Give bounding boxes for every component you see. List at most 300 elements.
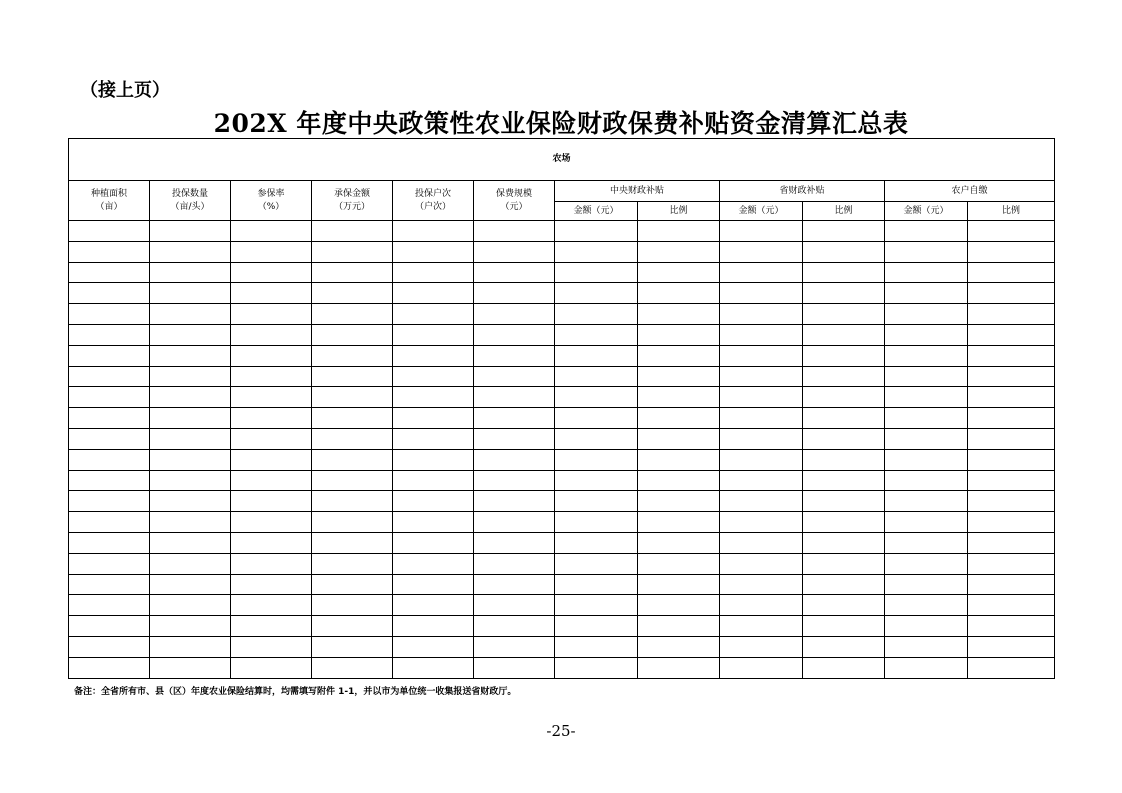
table-cell[interactable] bbox=[393, 428, 474, 449]
table-cell[interactable] bbox=[231, 428, 312, 449]
table-cell[interactable] bbox=[555, 262, 638, 283]
table-cell[interactable] bbox=[803, 532, 885, 553]
table-cell[interactable] bbox=[803, 221, 885, 242]
table-cell[interactable] bbox=[69, 387, 150, 408]
table-cell[interactable] bbox=[393, 616, 474, 637]
table-row bbox=[69, 470, 1055, 491]
table-cell[interactable] bbox=[69, 345, 150, 366]
table-row bbox=[69, 574, 1055, 595]
table-cell[interactable] bbox=[885, 595, 968, 616]
table-cell[interactable] bbox=[231, 345, 312, 366]
table-cell[interactable] bbox=[150, 553, 231, 574]
table-cell[interactable] bbox=[720, 324, 803, 345]
table-cell[interactable] bbox=[150, 595, 231, 616]
table-cell[interactable] bbox=[69, 428, 150, 449]
table-cell[interactable] bbox=[638, 283, 720, 304]
table-cell[interactable] bbox=[393, 574, 474, 595]
table-cell[interactable] bbox=[803, 595, 885, 616]
table-cell[interactable] bbox=[555, 283, 638, 304]
table-cell[interactable] bbox=[638, 428, 720, 449]
table-cell[interactable] bbox=[474, 283, 555, 304]
farm-label: 农场 bbox=[69, 139, 1055, 181]
table-cell[interactable] bbox=[885, 283, 968, 304]
table-cell[interactable] bbox=[150, 491, 231, 512]
table-cell[interactable] bbox=[150, 470, 231, 491]
table-cell[interactable] bbox=[312, 387, 393, 408]
table-cell[interactable] bbox=[150, 221, 231, 242]
table-cell[interactable] bbox=[885, 408, 968, 429]
table-row bbox=[69, 428, 1055, 449]
table-cell[interactable] bbox=[312, 616, 393, 637]
table-cell[interactable] bbox=[968, 324, 1055, 345]
table-cell[interactable] bbox=[69, 491, 150, 512]
table-cell[interactable] bbox=[803, 408, 885, 429]
table-cell[interactable] bbox=[720, 262, 803, 283]
table-cell[interactable] bbox=[393, 532, 474, 553]
table-cell[interactable] bbox=[638, 304, 720, 325]
table-cell[interactable] bbox=[393, 553, 474, 574]
table-cell[interactable] bbox=[393, 408, 474, 429]
table-cell[interactable] bbox=[312, 657, 393, 678]
table-cell[interactable] bbox=[968, 304, 1055, 325]
table-cell[interactable] bbox=[474, 324, 555, 345]
table-row bbox=[69, 595, 1055, 616]
table-cell[interactable] bbox=[69, 221, 150, 242]
table-cell[interactable] bbox=[393, 387, 474, 408]
table-cell[interactable] bbox=[474, 595, 555, 616]
table-cell[interactable] bbox=[968, 221, 1055, 242]
table-cell[interactable] bbox=[231, 241, 312, 262]
table-cell[interactable] bbox=[968, 636, 1055, 657]
table-cell[interactable] bbox=[638, 636, 720, 657]
table-cell[interactable] bbox=[720, 304, 803, 325]
table-cell[interactable] bbox=[885, 512, 968, 533]
table-cell[interactable] bbox=[312, 345, 393, 366]
table-cell[interactable] bbox=[393, 324, 474, 345]
table-cell[interactable] bbox=[312, 366, 393, 387]
header-central-ratio: 比例 bbox=[638, 202, 720, 221]
table-cell[interactable] bbox=[231, 657, 312, 678]
table-cell[interactable] bbox=[885, 449, 968, 470]
table-cell[interactable] bbox=[720, 408, 803, 429]
table-cell[interactable] bbox=[231, 324, 312, 345]
table-cell[interactable] bbox=[312, 241, 393, 262]
table-cell[interactable] bbox=[312, 283, 393, 304]
header-farmer-ratio: 比例 bbox=[968, 202, 1055, 221]
table-cell[interactable] bbox=[720, 657, 803, 678]
table-cell[interactable] bbox=[555, 366, 638, 387]
table-cell[interactable] bbox=[555, 636, 638, 657]
table-cell[interactable] bbox=[803, 262, 885, 283]
table-cell[interactable] bbox=[638, 324, 720, 345]
table-cell[interactable] bbox=[968, 408, 1055, 429]
table-cell[interactable] bbox=[69, 366, 150, 387]
table-cell[interactable] bbox=[150, 283, 231, 304]
table-cell[interactable] bbox=[638, 512, 720, 533]
table-cell[interactable] bbox=[150, 262, 231, 283]
table-cell[interactable] bbox=[968, 491, 1055, 512]
table-cell[interactable] bbox=[885, 574, 968, 595]
table-cell[interactable] bbox=[312, 408, 393, 429]
table-cell[interactable] bbox=[150, 428, 231, 449]
table-cell[interactable] bbox=[312, 262, 393, 283]
table-cell[interactable] bbox=[393, 366, 474, 387]
table-cell[interactable] bbox=[312, 636, 393, 657]
table-cell[interactable] bbox=[968, 387, 1055, 408]
table-cell[interactable] bbox=[231, 491, 312, 512]
header-premium-scale: 保费规模 （元） bbox=[474, 181, 555, 221]
table-cell[interactable] bbox=[69, 408, 150, 429]
table-cell[interactable] bbox=[312, 221, 393, 242]
page-title: 202X 年度中央政策性农业保险财政保费补贴资金清算汇总表 bbox=[213, 109, 909, 138]
table-cell[interactable] bbox=[885, 657, 968, 678]
table-cell[interactable] bbox=[803, 574, 885, 595]
table-cell[interactable] bbox=[803, 657, 885, 678]
table-row bbox=[69, 616, 1055, 637]
table-cell[interactable] bbox=[968, 532, 1055, 553]
table-cell[interactable] bbox=[555, 324, 638, 345]
table-cell[interactable] bbox=[885, 241, 968, 262]
table-cell[interactable] bbox=[720, 595, 803, 616]
table-row bbox=[69, 387, 1055, 408]
table-cell[interactable] bbox=[312, 553, 393, 574]
table-cell[interactable] bbox=[885, 616, 968, 637]
table-cell[interactable] bbox=[555, 491, 638, 512]
summary-table bbox=[68, 138, 1055, 679]
table-cell[interactable] bbox=[803, 616, 885, 637]
table-cell[interactable] bbox=[885, 221, 968, 242]
table-cell[interactable] bbox=[474, 304, 555, 325]
table-cell[interactable] bbox=[312, 304, 393, 325]
table-cell[interactable] bbox=[231, 449, 312, 470]
table-cell[interactable] bbox=[885, 345, 968, 366]
table-row bbox=[69, 324, 1055, 345]
table-cell[interactable] bbox=[803, 512, 885, 533]
table-cell[interactable] bbox=[638, 366, 720, 387]
table-cell[interactable] bbox=[638, 345, 720, 366]
table-cell[interactable] bbox=[393, 491, 474, 512]
table-cell[interactable] bbox=[312, 574, 393, 595]
table-cell[interactable] bbox=[803, 553, 885, 574]
table-cell[interactable] bbox=[474, 512, 555, 533]
table-cell[interactable] bbox=[231, 512, 312, 533]
table-cell[interactable] bbox=[150, 449, 231, 470]
table-cell[interactable] bbox=[720, 241, 803, 262]
table-cell[interactable] bbox=[968, 512, 1055, 533]
table-cell[interactable] bbox=[968, 574, 1055, 595]
table-cell[interactable] bbox=[474, 491, 555, 512]
table-row bbox=[69, 366, 1055, 387]
table-cell[interactable] bbox=[720, 491, 803, 512]
table-cell[interactable] bbox=[150, 532, 231, 553]
table-cell[interactable] bbox=[803, 241, 885, 262]
table-cell[interactable] bbox=[885, 304, 968, 325]
table-cell[interactable] bbox=[393, 241, 474, 262]
table-cell[interactable] bbox=[885, 366, 968, 387]
table-cell[interactable] bbox=[555, 428, 638, 449]
header-farmer-self-pay: 农户自缴 bbox=[885, 181, 1055, 202]
table-cell[interactable] bbox=[638, 491, 720, 512]
header-insured-households: 投保户次 （户次） bbox=[393, 181, 474, 221]
table-cell[interactable] bbox=[803, 324, 885, 345]
table-cell[interactable] bbox=[803, 636, 885, 657]
table-cell[interactable] bbox=[69, 636, 150, 657]
table-cell[interactable] bbox=[69, 449, 150, 470]
table-cell[interactable] bbox=[968, 657, 1055, 678]
table-cell[interactable] bbox=[555, 595, 638, 616]
table-cell[interactable] bbox=[720, 221, 803, 242]
table-cell[interactable] bbox=[803, 283, 885, 304]
table-row bbox=[69, 241, 1055, 262]
table-cell[interactable] bbox=[474, 636, 555, 657]
table-cell[interactable] bbox=[150, 636, 231, 657]
table-cell[interactable] bbox=[474, 532, 555, 553]
table-cell[interactable] bbox=[69, 553, 150, 574]
table-cell[interactable] bbox=[393, 221, 474, 242]
table-row bbox=[69, 262, 1055, 283]
table-row bbox=[69, 221, 1055, 242]
table-cell[interactable] bbox=[393, 262, 474, 283]
table-cell[interactable] bbox=[312, 324, 393, 345]
table-cell[interactable] bbox=[474, 345, 555, 366]
table-cell[interactable] bbox=[474, 366, 555, 387]
table-cell[interactable] bbox=[803, 304, 885, 325]
table-cell[interactable] bbox=[393, 657, 474, 678]
table-cell[interactable] bbox=[803, 345, 885, 366]
farm-header-row bbox=[69, 139, 1055, 181]
table-cell[interactable] bbox=[555, 532, 638, 553]
table-cell[interactable] bbox=[803, 491, 885, 512]
table-cell[interactable] bbox=[555, 553, 638, 574]
table-cell[interactable] bbox=[803, 449, 885, 470]
table-cell[interactable] bbox=[231, 408, 312, 429]
table-cell[interactable] bbox=[69, 304, 150, 325]
table-cell[interactable] bbox=[312, 470, 393, 491]
table-cell[interactable] bbox=[720, 616, 803, 637]
table-cell[interactable] bbox=[885, 470, 968, 491]
table-cell[interactable] bbox=[69, 283, 150, 304]
table-cell[interactable] bbox=[555, 241, 638, 262]
table-cell[interactable] bbox=[555, 304, 638, 325]
table-cell[interactable] bbox=[312, 449, 393, 470]
table-cell[interactable] bbox=[968, 345, 1055, 366]
table-cell[interactable] bbox=[555, 512, 638, 533]
table-body bbox=[69, 221, 1055, 679]
table-cell[interactable] bbox=[474, 241, 555, 262]
table-cell[interactable] bbox=[720, 387, 803, 408]
table-row bbox=[69, 491, 1055, 512]
table-cell[interactable] bbox=[231, 553, 312, 574]
table-cell[interactable] bbox=[150, 241, 231, 262]
table-cell[interactable] bbox=[393, 283, 474, 304]
table-cell[interactable] bbox=[885, 636, 968, 657]
table-cell[interactable] bbox=[803, 470, 885, 491]
table-cell[interactable] bbox=[150, 616, 231, 637]
table-cell[interactable] bbox=[150, 512, 231, 533]
table-cell[interactable] bbox=[393, 449, 474, 470]
table-cell[interactable] bbox=[231, 283, 312, 304]
table-cell[interactable] bbox=[69, 574, 150, 595]
table-cell[interactable] bbox=[638, 241, 720, 262]
table-cell[interactable] bbox=[393, 304, 474, 325]
table-cell[interactable] bbox=[69, 241, 150, 262]
table-cell[interactable] bbox=[231, 532, 312, 553]
table-cell[interactable] bbox=[968, 262, 1055, 283]
table-row bbox=[69, 512, 1055, 533]
table-cell[interactable] bbox=[69, 595, 150, 616]
header-central-subsidy: 中央财政补贴 bbox=[555, 181, 720, 202]
table-cell[interactable] bbox=[885, 532, 968, 553]
table-cell[interactable] bbox=[393, 345, 474, 366]
table-cell[interactable] bbox=[638, 574, 720, 595]
table-cell[interactable] bbox=[150, 345, 231, 366]
table-cell[interactable] bbox=[474, 221, 555, 242]
table-cell[interactable] bbox=[638, 449, 720, 470]
table-cell[interactable] bbox=[555, 387, 638, 408]
table-cell[interactable] bbox=[393, 595, 474, 616]
table-cell[interactable] bbox=[968, 616, 1055, 637]
table-cell[interactable] bbox=[231, 595, 312, 616]
table-cell[interactable] bbox=[885, 262, 968, 283]
table-cell[interactable] bbox=[474, 449, 555, 470]
table-cell[interactable] bbox=[231, 616, 312, 637]
footnote: 备注：全省所有市、县（区）年度农业保险结算时，均需填写附件 1-1，并以市为单位统一收集报送省财政厅。 bbox=[74, 687, 517, 697]
column-header-row bbox=[69, 181, 1055, 202]
table-cell[interactable] bbox=[231, 387, 312, 408]
table-cell[interactable] bbox=[231, 366, 312, 387]
table-cell[interactable] bbox=[474, 387, 555, 408]
table-cell[interactable] bbox=[885, 324, 968, 345]
table-cell[interactable] bbox=[150, 657, 231, 678]
table-cell[interactable] bbox=[474, 574, 555, 595]
table-cell[interactable] bbox=[968, 241, 1055, 262]
table-cell[interactable] bbox=[69, 512, 150, 533]
table-cell[interactable] bbox=[69, 616, 150, 637]
table-cell[interactable] bbox=[150, 366, 231, 387]
table-cell[interactable] bbox=[231, 636, 312, 657]
table-cell[interactable] bbox=[720, 574, 803, 595]
table-cell[interactable] bbox=[474, 657, 555, 678]
table-cell[interactable] bbox=[720, 470, 803, 491]
header-farmer-amount: 金额（元） bbox=[885, 202, 968, 221]
table-cell[interactable] bbox=[555, 616, 638, 637]
table-cell[interactable] bbox=[474, 616, 555, 637]
table-cell[interactable] bbox=[312, 491, 393, 512]
table-cell[interactable] bbox=[312, 532, 393, 553]
table-cell[interactable] bbox=[150, 304, 231, 325]
table-cell[interactable] bbox=[231, 304, 312, 325]
table-cell[interactable] bbox=[720, 283, 803, 304]
table-cell[interactable] bbox=[231, 470, 312, 491]
table-cell[interactable] bbox=[968, 428, 1055, 449]
table-cell[interactable] bbox=[312, 595, 393, 616]
table-cell[interactable] bbox=[638, 470, 720, 491]
table-cell[interactable] bbox=[393, 512, 474, 533]
table-cell[interactable] bbox=[555, 574, 638, 595]
table-cell[interactable] bbox=[720, 636, 803, 657]
table-cell[interactable] bbox=[150, 324, 231, 345]
table-cell[interactable] bbox=[231, 574, 312, 595]
table-cell[interactable] bbox=[968, 470, 1055, 491]
table-cell[interactable] bbox=[69, 324, 150, 345]
table-cell[interactable] bbox=[720, 449, 803, 470]
table-cell[interactable] bbox=[69, 262, 150, 283]
table-cell[interactable] bbox=[638, 408, 720, 429]
table-cell[interactable] bbox=[638, 262, 720, 283]
table-row bbox=[69, 657, 1055, 678]
header-provincial-amount: 金额（元） bbox=[720, 202, 803, 221]
table-row bbox=[69, 449, 1055, 470]
table-cell[interactable] bbox=[555, 657, 638, 678]
table-cell[interactable] bbox=[150, 408, 231, 429]
table-cell[interactable] bbox=[885, 553, 968, 574]
table-cell[interactable] bbox=[638, 553, 720, 574]
table-cell[interactable] bbox=[474, 408, 555, 429]
table-cell[interactable] bbox=[803, 428, 885, 449]
table-cell[interactable] bbox=[720, 512, 803, 533]
table-cell[interactable] bbox=[393, 636, 474, 657]
table-cell[interactable] bbox=[720, 366, 803, 387]
table-cell[interactable] bbox=[638, 221, 720, 242]
table-cell[interactable] bbox=[803, 387, 885, 408]
table-cell[interactable] bbox=[885, 491, 968, 512]
table-row bbox=[69, 304, 1055, 325]
table-row bbox=[69, 532, 1055, 553]
table-cell[interactable] bbox=[231, 262, 312, 283]
table-cell[interactable] bbox=[885, 387, 968, 408]
table-cell[interactable] bbox=[312, 428, 393, 449]
table-cell[interactable] bbox=[474, 262, 555, 283]
table-cell[interactable] bbox=[638, 616, 720, 637]
table-cell[interactable] bbox=[720, 553, 803, 574]
table-cell[interactable] bbox=[720, 345, 803, 366]
table-cell[interactable] bbox=[968, 553, 1055, 574]
header-insured-amount: 承保金额 （万元） bbox=[312, 181, 393, 221]
table-cell[interactable] bbox=[555, 408, 638, 429]
table-cell[interactable] bbox=[474, 553, 555, 574]
table-cell[interactable] bbox=[638, 595, 720, 616]
table-cell[interactable] bbox=[803, 366, 885, 387]
header-insured-quantity: 投保数量 （亩/头） bbox=[150, 181, 231, 221]
table-cell[interactable] bbox=[968, 366, 1055, 387]
table-cell[interactable] bbox=[720, 428, 803, 449]
table-cell[interactable] bbox=[150, 574, 231, 595]
table-cell[interactable] bbox=[474, 470, 555, 491]
table-row bbox=[69, 553, 1055, 574]
table-cell[interactable] bbox=[968, 449, 1055, 470]
table-cell[interactable] bbox=[231, 221, 312, 242]
table-cell[interactable] bbox=[150, 387, 231, 408]
table-cell[interactable] bbox=[638, 387, 720, 408]
table-cell[interactable] bbox=[69, 657, 150, 678]
table-cell[interactable] bbox=[312, 512, 393, 533]
table-cell[interactable] bbox=[968, 283, 1055, 304]
table-cell[interactable] bbox=[555, 470, 638, 491]
table-cell[interactable] bbox=[393, 470, 474, 491]
table-cell[interactable] bbox=[555, 449, 638, 470]
table-cell[interactable] bbox=[885, 428, 968, 449]
table-cell[interactable] bbox=[638, 657, 720, 678]
table-cell[interactable] bbox=[555, 345, 638, 366]
table-cell[interactable] bbox=[720, 532, 803, 553]
table-cell[interactable] bbox=[968, 595, 1055, 616]
table-cell[interactable] bbox=[69, 470, 150, 491]
table-row bbox=[69, 345, 1055, 366]
table-cell[interactable] bbox=[474, 428, 555, 449]
table-cell[interactable] bbox=[638, 532, 720, 553]
table-cell[interactable] bbox=[555, 221, 638, 242]
table-cell[interactable] bbox=[69, 532, 150, 553]
